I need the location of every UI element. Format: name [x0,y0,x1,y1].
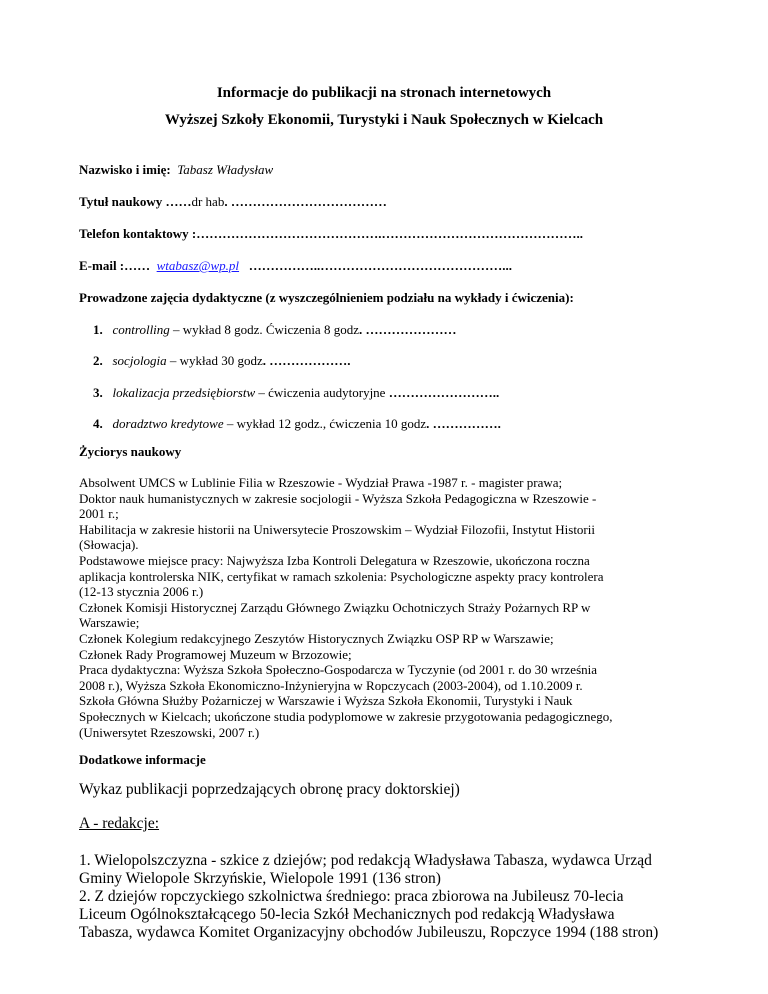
courses-heading: Prowadzone zajęcia dydaktyczne (z wyszczególnieniem podziału na wykłady i ćwiczenia): [79,290,574,305]
course-number: 3. [93,385,103,400]
cv-line: (12-13 stycznia 2006 r.) [79,584,204,600]
cv-line: Warszawie; [79,615,140,631]
course-item [93,353,350,369]
cv-line: Członek Rady Programowej Muzeum w Brzozowie; [79,646,352,662]
name-value: Tabasz Władysław [177,162,274,177]
course-dots: . ………………. [262,353,351,368]
course-number: 1. [93,322,103,337]
academic-title-label: Tytuł naukowy …… [79,194,192,209]
publications-title: Wykaz publikacji poprzedzających obronę pracy doktorskiej) [79,781,460,798]
academic-title-row [79,194,387,210]
phone-row: Telefon kontaktowy :…………………………………….……………………………………….. [79,226,584,241]
course-item [93,385,499,401]
cv-line: 2008 r.), Wyższa Szkoła Ekonomiczno-Inżynieryjna w Ropczycach (2003-2004), od 1.10.2009 r. [79,677,583,693]
header-line-2: Wyższej Szkoły Ekonomii, Turystyki i Nauk Społecznych w Kielcach [164,112,604,128]
cv-line: Członek Kolegium redakcyjnego Zeszytów Historycznych Związku OSP RP w Warszawie; [79,630,554,646]
course-detail: – ćwiczenia audytoryjne [255,385,389,400]
cv-body [79,475,689,740]
cv-line: (Uniwersytet Rzeszowski, 2007 r.) [79,724,260,740]
course-dots: . ………………… [358,322,457,337]
email-dots: ……………..……………………………………... [248,258,513,273]
course-name: controlling [112,322,170,337]
name-row [79,162,273,178]
cv-line: 2001 r.; [79,506,119,522]
publication-line: 1. Wielopolszczyzna - szkice z dziejów; pod redakcją Władysława Tabasza, wydawca Urząd [79,852,652,869]
cv-line: Członek Komisji Historycznej Zarządu Głównego Związku Ochotniczych Straży Pożarnych RP w [79,599,591,615]
course-dots: …………………….. [388,385,500,400]
publication-line: Tabasza, wydawca Komitet Organizacyjny obchodów Jubileuszu, Ropczyce 1994 (188 stron) [79,924,659,941]
course-detail: – wykład 8 godz. Ćwiczenia 8 godz [169,322,359,337]
cv-line: Społecznych w Kielcach; ukończone studia podyplomowe w zakresie przygotowania pedagogicznego, [79,708,613,724]
course-dots: . ……………. [426,416,501,431]
course-name: doradztwo kredytowe [112,416,224,431]
email-row [79,258,512,274]
email-link[interactable]: wtabasz@wp.pl [156,258,240,273]
course-item [93,416,501,432]
course-detail: – wykład 30 godz [166,353,263,368]
course-number: 2. [93,353,103,368]
email-label: E-mail :…… [79,258,151,273]
cv-line: Podstawowe miejsce pracy: Najwyższa Izba Kontroli Delegatura w Rzeszowie, ukończona roczna [79,552,590,568]
section-a-heading: A - redakcje: [79,815,160,832]
course-number: 4. [93,416,103,431]
cv-line: Doktor nauk humanistycznych w zakresie socjologii - Wyższa Szkoła Pedagogiczna w Rzeszowie - [79,490,597,506]
cv-line: Praca dydaktyczna: Wyższa Szkoła Społeczno-Gospodarcza w Tyczynie (od 2001 r. do 30 września [79,662,598,678]
cv-heading: Życiorys naukowy [79,444,182,459]
name-label: Nazwisko i imię: [79,162,171,177]
course-item [93,322,456,338]
cv-line: Absolwent UMCS w Lublinie Filia w Rzeszowie - Wydział Prawa -1987 r. - magister prawa; [79,475,563,490]
publication-line: Liceum Ogólnokształcącego 50-lecia Szkół Mechanicznych pod redakcją Władysława [79,906,615,923]
academic-title-dots: . ……………………………… [224,194,387,209]
publication-line: Gminy Wielopole Skrzyńskie, Wielopole 1991 (136 stron) [79,870,441,887]
cv-line: Szkoła Główna Służby Pożarniczej w Warszawie i Wyższa Szkoła Ekonomii, Turystyki i Nauk [79,693,573,709]
header-line-1: Informacje do publikacji na stronach internetowych [216,85,552,101]
publication-line: 2. Z dziejów ropczyckiego szkolnictwa średniego: praca zbiorowa na Jubileusz 70-lecia [79,888,624,905]
course-name: socjologia [112,353,167,368]
cv-line: Habilitacja w zakresie historii na Uniwersytecie Proszowskim – Wydział Filozofii, Instytut Historii [79,521,595,537]
cv-line: (Słowacja). [79,537,139,553]
academic-title-value: dr hab [191,194,225,209]
cv-line: aplikacja kontrolerska NIK, certyfikat w ramach szkolenia: Psychologiczne aspekty pracy kontrolera [79,568,604,584]
course-detail: – wykład 12 godz., ćwiczenia 10 godz [223,416,427,431]
extra-heading: Dodatkowe informacje [79,752,206,767]
course-name: lokalizacja przedsiębiorstw [112,385,256,400]
publications-list [79,852,699,942]
